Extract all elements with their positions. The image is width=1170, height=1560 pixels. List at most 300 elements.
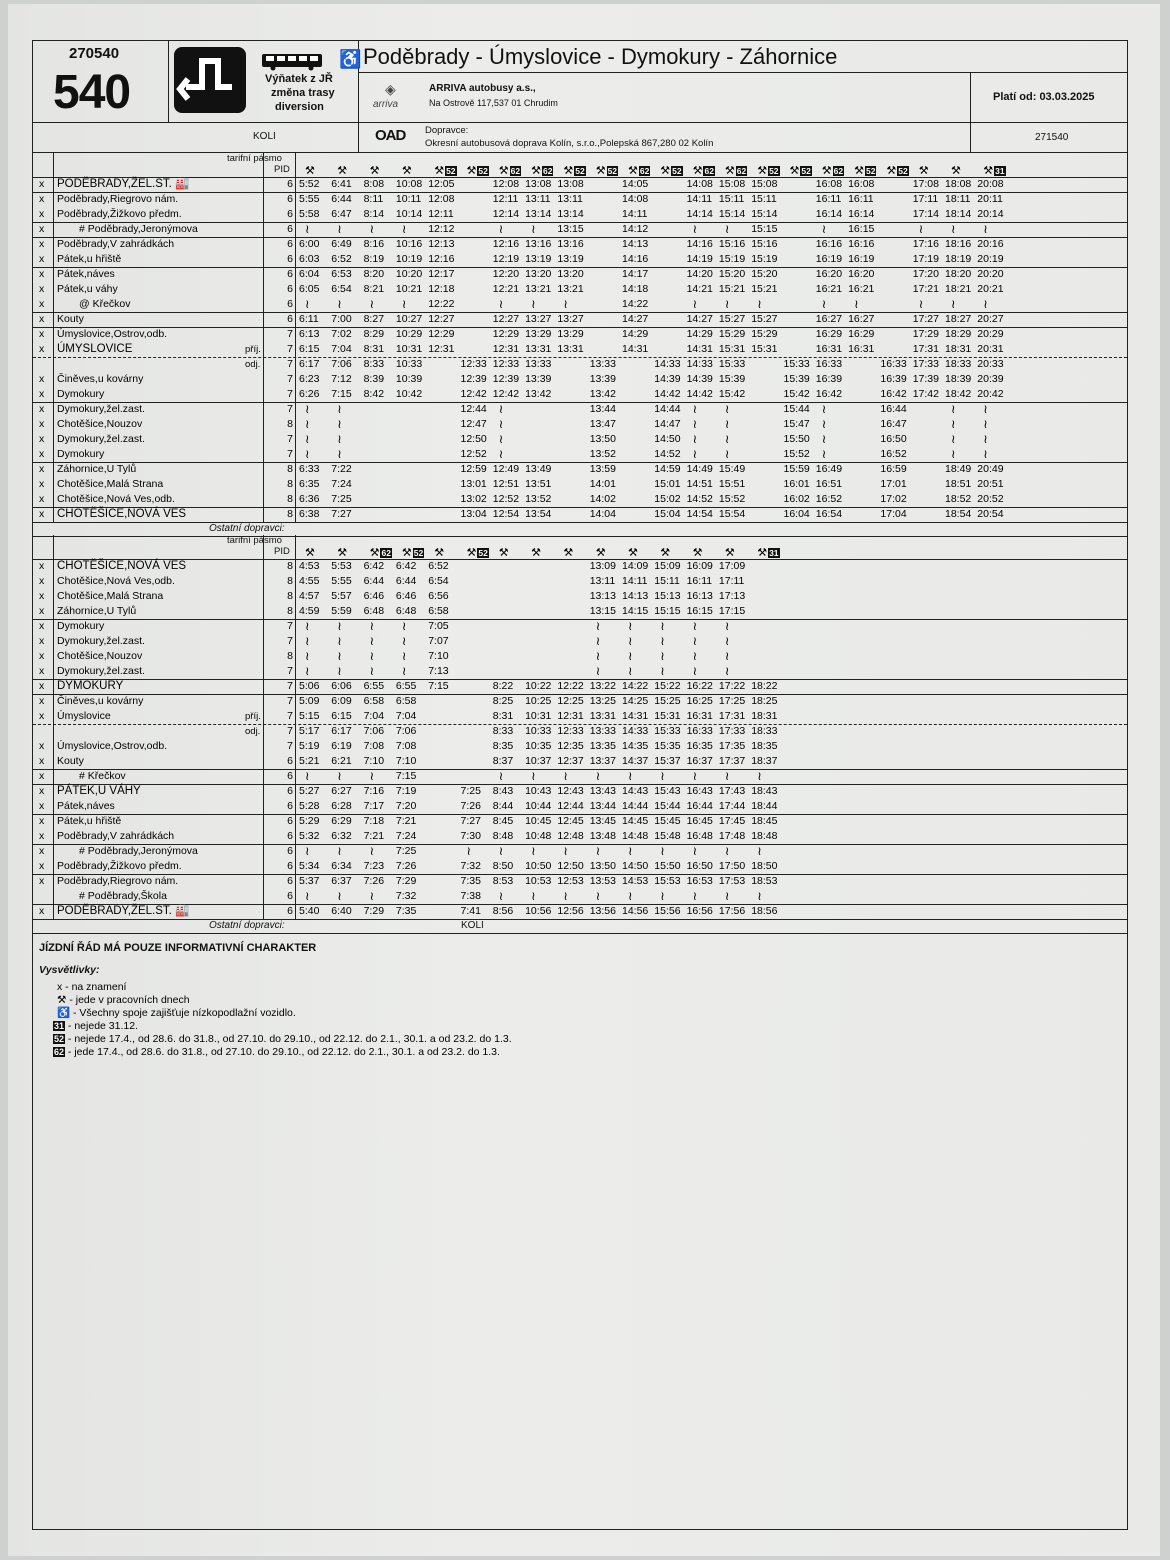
departure-time: 10:19 <box>395 253 423 265</box>
departure-time: 18:51 <box>945 478 972 490</box>
departure-time: 7:15 <box>428 680 449 692</box>
departure-time: 7:10 <box>395 755 417 767</box>
zone-number: 8 <box>287 560 293 572</box>
stop-name: Pátek,u hřiště <box>57 815 122 827</box>
departure-time: 15:27 <box>751 313 778 325</box>
departure-time: ≀ <box>692 432 698 446</box>
departure-time: 15:44 <box>654 800 681 812</box>
departure-time: 17:01 <box>880 478 907 490</box>
departure-time: 18:20 <box>945 268 972 280</box>
departure-time: ≀ <box>983 402 988 416</box>
departure-time: 14:31 <box>686 343 713 355</box>
departure-time: 16:51 <box>815 478 843 490</box>
departure-time: 16:19 <box>815 253 843 265</box>
table-row <box>33 829 1127 844</box>
departure-time: 6:00 <box>299 238 320 250</box>
departure-time: 16:08 <box>815 178 843 190</box>
departure-time: ≀ <box>401 634 407 648</box>
departure-time: 13:50 <box>589 860 616 872</box>
request-stop-mark: x <box>39 665 45 677</box>
departure-time: 5:37 <box>299 875 320 887</box>
departure-time: 16:39 <box>815 373 843 385</box>
request-stop-mark: x <box>39 508 45 520</box>
departure-time: ≀ <box>498 432 504 446</box>
operator2-box <box>359 123 971 153</box>
table-row <box>33 859 1127 874</box>
request-stop-mark: x <box>39 785 45 797</box>
departure-time: 8:16 <box>363 238 385 250</box>
trip-symbol-6: ⚒ <box>498 547 509 559</box>
request-stop-mark: x <box>39 620 45 632</box>
zone-number: 6 <box>287 905 293 917</box>
trip-symbol-11: ⚒ <box>660 547 671 559</box>
departure-time: 12:39 <box>492 373 520 385</box>
valid-from-box <box>971 73 1127 123</box>
departure-time: ≀ <box>337 664 342 678</box>
departure-time: 12:44 <box>557 800 584 812</box>
departure-time: 13:44 <box>589 403 616 415</box>
departure-time: 13:50 <box>589 433 616 445</box>
departure-time: ≀ <box>724 844 730 858</box>
legend-text: - Všechny spoje zajišťuje nízkopodlažní vozidlo. <box>70 1007 296 1019</box>
departure-time: 14:37 <box>622 755 649 767</box>
departure-time: 6:34 <box>331 860 352 872</box>
stop-name: Úmyslovice,Ostrov,odb. <box>57 740 168 752</box>
departure-time: ≀ <box>337 634 342 648</box>
departure-time: 6:05 <box>299 283 320 295</box>
departure-time: 18:44 <box>751 800 778 812</box>
departure-time: 10:21 <box>395 283 423 295</box>
departure-time: 14:19 <box>686 253 713 265</box>
stop-name: PODĚBRADY,ŽEL.ST. 🏭 <box>57 178 190 190</box>
request-stop-mark: x <box>39 650 45 662</box>
departure-time: 5:15 <box>299 710 320 722</box>
departure-time: 16:13 <box>686 590 713 602</box>
table-row <box>33 312 1127 327</box>
table-row <box>33 207 1127 222</box>
timetable-return <box>33 535 1127 933</box>
stop-name: CHOTĚŠICE,NOVÁ VES <box>57 508 187 520</box>
departure-time: 12:21 <box>492 283 520 295</box>
stop-name: Kouty <box>57 313 84 325</box>
departure-time: 16:15 <box>848 223 875 235</box>
departure-time: 5:55 <box>299 193 320 205</box>
zone-number: 8 <box>287 575 293 587</box>
departure-time: 7:35 <box>395 905 417 917</box>
departure-time: 16:04 <box>783 508 810 520</box>
legend-text: - nejede 31.12. <box>65 1020 138 1032</box>
arr-dep-label: odj. <box>245 359 261 370</box>
departure-time: 16:50 <box>686 860 713 872</box>
request-stop-mark: x <box>39 193 45 205</box>
departure-time: 16:33 <box>880 358 907 370</box>
departure-time: 15:33 <box>783 358 810 370</box>
request-stop-mark: x <box>39 283 45 295</box>
operator1-box <box>359 73 971 123</box>
departure-time: 6:04 <box>299 268 320 280</box>
departure-time: 15:42 <box>783 388 810 400</box>
tariff-zone-heading: tarifní pásmo <box>227 535 282 546</box>
departure-time: 17:22 <box>718 680 746 692</box>
stop-name: Poděbrady,Žižkovo předm. <box>57 208 182 220</box>
departure-time: 10:08 <box>395 178 423 190</box>
table-row <box>33 619 1127 634</box>
departure-time: 7:29 <box>395 875 417 887</box>
zone-number: 6 <box>287 298 293 310</box>
departure-time: 13:08 <box>525 178 552 190</box>
departure-time: 13:33 <box>525 358 552 370</box>
departure-time: 15:20 <box>718 268 746 280</box>
departure-time: 14:20 <box>686 268 713 280</box>
departure-time: 13:15 <box>589 605 616 617</box>
table-row <box>33 252 1127 267</box>
informative-notice: JÍZDNÍ ŘÁD MÁ POUZE INFORMATIVNÍ CHARAKTER <box>39 942 317 954</box>
departure-time: 10:33 <box>525 725 552 737</box>
departure-time: 13:39 <box>589 373 616 385</box>
legend-symbol: 62 <box>54 1047 65 1058</box>
departure-time: 10:22 <box>525 680 552 692</box>
departure-time: ≀ <box>337 402 342 416</box>
departure-time: ≀ <box>821 222 827 236</box>
departure-time: 12:49 <box>492 463 520 475</box>
departure-time: 16:44 <box>880 403 907 415</box>
request-stop-mark: x <box>39 208 45 220</box>
departure-time: 7:10 <box>363 755 385 767</box>
request-stop-mark: x <box>39 328 45 340</box>
departure-time: 10:39 <box>395 373 423 385</box>
departure-time: 13:59 <box>589 463 616 475</box>
request-stop-mark: x <box>39 875 45 887</box>
departure-time: 8:20 <box>363 268 385 280</box>
zone-number: 6 <box>287 890 293 902</box>
departure-time: 14:08 <box>622 193 649 205</box>
departure-time: 20:11 <box>977 193 1003 205</box>
departure-time: 16:31 <box>815 343 843 355</box>
departure-time: 16:43 <box>686 785 713 797</box>
departure-time: 12:48 <box>557 830 584 842</box>
departure-time: 16:14 <box>848 208 875 220</box>
departure-time: 15:51 <box>718 478 746 490</box>
zone-number: 7 <box>287 695 293 707</box>
departure-time: 13:31 <box>525 343 552 355</box>
table-row <box>33 417 1127 432</box>
zone-number: 6 <box>287 755 293 767</box>
departure-time: 12:29 <box>428 328 455 340</box>
departure-time: ≀ <box>595 844 601 858</box>
departure-time: 14:16 <box>622 253 649 265</box>
departure-time: 12:43 <box>557 785 584 797</box>
departure-time: 15:14 <box>751 208 778 220</box>
departure-time: 12:19 <box>492 253 520 265</box>
request-stop-mark: x <box>39 178 45 190</box>
departure-time: ≀ <box>305 619 310 633</box>
departure-time: 14:44 <box>654 403 681 415</box>
trip-symbol-5: ⚒ 52 <box>466 165 488 177</box>
wheelchair-icon: ♿ <box>339 49 362 69</box>
departure-time: 16:29 <box>815 328 843 340</box>
departure-time: ≀ <box>563 769 568 783</box>
departure-time: 7:22 <box>331 463 352 475</box>
table-row <box>33 192 1127 207</box>
legend-item <box>39 1046 500 1059</box>
departure-time: 17:15 <box>718 605 746 617</box>
departure-time: 13:16 <box>525 238 552 250</box>
request-stop-mark: x <box>39 463 45 475</box>
operator2-name: Okresní autobusová doprava Kolín, s.r.o.,Polepská 867,280 02 Kolín <box>425 138 714 149</box>
departure-time: 6:29 <box>331 815 352 827</box>
departure-time: 6:38 <box>299 508 320 520</box>
trip-symbol-7: ⚒ 62 <box>531 165 553 177</box>
table-row <box>33 814 1127 829</box>
departure-time: 14:12 <box>622 223 649 235</box>
departure-time: ≀ <box>563 297 568 311</box>
stop-name: Chotěšice,Malá Strana <box>57 478 164 490</box>
departure-time: 4:55 <box>299 575 320 587</box>
arriva-logo: arriva <box>373 99 399 110</box>
departure-time: ≀ <box>498 222 504 236</box>
departure-time: 17:08 <box>912 178 939 190</box>
zone-number: 6 <box>287 253 293 265</box>
zone-number: 6 <box>287 830 293 842</box>
departure-time: 20:54 <box>977 508 1004 520</box>
table-row <box>33 492 1127 507</box>
departure-time: 12:05 <box>428 178 455 190</box>
trip-symbol-1: ⚒ <box>337 547 348 559</box>
departure-time: 20:16 <box>977 238 1004 250</box>
departure-time: 7:05 <box>428 620 449 632</box>
departure-time: 7:21 <box>395 815 417 827</box>
departure-time: 13:44 <box>589 800 616 812</box>
departure-time: 15:52 <box>718 493 746 505</box>
departure-time: 7:04 <box>363 710 385 722</box>
request-stop-mark: x <box>39 755 45 767</box>
departure-time: 18:14 <box>945 208 972 220</box>
departure-time: 17:42 <box>912 388 939 400</box>
departure-time: ≀ <box>369 222 375 236</box>
departure-time: 16:21 <box>815 283 843 295</box>
departure-time: ≀ <box>724 222 730 236</box>
departure-time: 12:17 <box>428 268 455 280</box>
departure-time: 6:17 <box>331 725 352 737</box>
stop-name: Chotěšice,Nová Ves,odb. <box>57 493 175 505</box>
departure-time: 7:07 <box>428 635 449 647</box>
departure-time: 14:50 <box>622 860 649 872</box>
departure-time: 14:27 <box>686 313 713 325</box>
departure-time: 10:53 <box>525 875 552 887</box>
departure-time: 7:08 <box>363 740 385 752</box>
zone-number: 6 <box>287 223 293 235</box>
departure-time: 12:31 <box>557 710 584 722</box>
departure-time: 20:14 <box>977 208 1004 220</box>
stop-name: Dymokury,žel.zast. <box>57 433 145 445</box>
line-code2-box <box>971 123 1127 153</box>
departure-time: 7:26 <box>363 875 385 887</box>
departure-time: ≀ <box>757 889 762 903</box>
zone-number: 8 <box>287 650 293 662</box>
departure-time: 14:39 <box>654 373 681 385</box>
departure-time: 14:42 <box>686 388 713 400</box>
departure-time: 6:15 <box>331 710 352 722</box>
departure-time: 14:52 <box>654 448 681 460</box>
table-bottom-line <box>33 919 1127 920</box>
departure-time: 12:13 <box>428 238 455 250</box>
departure-time: 18:39 <box>945 373 972 385</box>
departure-time: ≀ <box>951 402 956 416</box>
zone-number: 6 <box>287 313 293 325</box>
table-row <box>33 342 1127 357</box>
departure-time: 16:31 <box>848 343 875 355</box>
departure-time: 7:13 <box>428 665 449 677</box>
zone-number: 7 <box>287 680 293 692</box>
departure-time: ≀ <box>498 417 504 431</box>
departure-time: 12:31 <box>428 343 455 355</box>
departure-time: 15:31 <box>751 343 778 355</box>
request-stop-mark: x <box>39 695 45 707</box>
departure-time: ≀ <box>628 844 633 858</box>
departure-time: 6:19 <box>331 740 352 752</box>
departure-time: ≀ <box>337 769 342 783</box>
departure-time: 18:22 <box>751 680 778 692</box>
departure-time: 16:19 <box>848 253 875 265</box>
departure-time: 6:41 <box>331 178 352 190</box>
departure-time: 7:41 <box>460 905 481 917</box>
request-stop-mark: x <box>39 680 45 692</box>
departure-time: ≀ <box>369 844 375 858</box>
request-stop-mark: x <box>39 433 45 445</box>
departure-time: ≀ <box>692 664 698 678</box>
departure-time: 8:31 <box>492 710 514 722</box>
line-number: 540 <box>53 66 131 119</box>
departure-time: ≀ <box>983 297 988 311</box>
pid-heading: PID <box>274 164 290 175</box>
departure-time: ≀ <box>692 402 698 416</box>
departure-time: 15:35 <box>654 740 681 752</box>
departure-time: 15:33 <box>654 725 681 737</box>
departure-time: 13:15 <box>557 223 584 235</box>
stop-name: Dymokury <box>57 620 105 632</box>
departure-time: 5:21 <box>299 755 320 767</box>
departure-time: ≀ <box>821 402 827 416</box>
table-row <box>33 477 1127 492</box>
departure-time: 13:53 <box>589 875 616 887</box>
departure-time: 7:27 <box>460 815 481 827</box>
table-row <box>33 874 1127 889</box>
trip-symbol-13: ⚒ <box>724 547 735 559</box>
table-row <box>33 649 1127 664</box>
departure-time: 14:33 <box>622 725 649 737</box>
departure-time: ≀ <box>337 417 342 431</box>
departure-time: 18:48 <box>751 830 778 842</box>
departure-time: 12:11 <box>428 208 454 220</box>
departure-time: 18:42 <box>945 388 972 400</box>
stop-name: @ Křečkov <box>79 298 131 310</box>
departure-time: 7:25 <box>460 785 481 797</box>
departure-time: 7:27 <box>331 508 352 520</box>
legend-item <box>39 1007 296 1020</box>
departure-time: ≀ <box>692 649 698 663</box>
departure-time: 17:02 <box>880 493 907 505</box>
departure-time: ≀ <box>821 417 827 431</box>
timetable-outbound <box>33 153 1127 535</box>
departure-time: 12:29 <box>492 328 520 340</box>
legend-symbol: x <box>57 981 63 993</box>
stop-name: Činěves,u kovárny <box>57 695 144 707</box>
departure-time: 16:29 <box>848 328 875 340</box>
route-title-box <box>359 41 1127 73</box>
departure-time: 12:51 <box>492 478 520 490</box>
table-row <box>33 237 1127 252</box>
zone-number: 7 <box>287 358 293 370</box>
departure-time: 16:50 <box>880 433 907 445</box>
arr-dep-label: odj. <box>245 726 261 737</box>
departure-time: 14:09 <box>622 560 649 572</box>
departure-time: 6:56 <box>428 590 449 602</box>
departure-time: 10:37 <box>525 755 552 767</box>
departure-time: 6:21 <box>331 755 352 767</box>
departure-time: 15:53 <box>654 875 681 887</box>
zone-number: 6 <box>287 785 293 797</box>
zone-system: KOLI <box>253 131 276 142</box>
departure-time: 7:16 <box>363 785 385 797</box>
departure-time: 15:08 <box>718 178 746 190</box>
line-code: 270540 <box>69 45 120 62</box>
departure-time: 17:13 <box>718 590 746 602</box>
departure-time: 17:43 <box>718 785 746 797</box>
departure-time: 8:31 <box>363 343 385 355</box>
departure-time: 16:47 <box>880 418 907 430</box>
departure-time: 17:09 <box>718 560 746 572</box>
legend-item <box>39 1020 138 1033</box>
departure-time: 14:51 <box>686 478 713 490</box>
departure-time: 6:55 <box>395 680 417 692</box>
other-carriers-label: Ostatní dopravci: <box>209 920 285 931</box>
table-end-line <box>33 933 1127 934</box>
departure-time: 12:31 <box>492 343 520 355</box>
legend-text: - jede 17.4., od 28.6. do 31.8., od 27.10. do 29.10., od 22.12. do 2.1., 30.1. a od 23.2. do 1.3. <box>65 1046 500 1058</box>
departure-time: ≀ <box>951 297 956 311</box>
departure-time: ≀ <box>692 844 698 858</box>
departure-time: 5:52 <box>299 178 320 190</box>
request-stop-mark: x <box>39 845 45 857</box>
departure-time: 16:11 <box>686 575 713 587</box>
trip-symbol-20: ⚒ <box>951 165 961 177</box>
departure-time: 12:27 <box>492 313 520 325</box>
table-row <box>33 447 1127 462</box>
table-row <box>33 559 1127 574</box>
trip-symbol-18: ⚒ 52 <box>886 165 908 177</box>
trip-symbol-6: ⚒ 62 <box>498 165 521 177</box>
departure-time: ≀ <box>466 844 471 858</box>
stop-name: Dymokury,žel.zast. <box>57 665 145 677</box>
stop-name: Dymokury,žel.zast. <box>57 403 145 415</box>
departure-time: ≀ <box>821 432 827 446</box>
table-row <box>33 589 1127 604</box>
departure-time: 20:49 <box>977 463 1004 475</box>
departure-time: 16:42 <box>815 388 843 400</box>
departure-time: ≀ <box>337 447 342 461</box>
zone-number: 6 <box>287 860 293 872</box>
departure-time: 4:59 <box>299 605 320 617</box>
departure-time: 13:11 <box>525 193 551 205</box>
departure-time: 6:13 <box>299 328 320 340</box>
departure-time: 15:29 <box>751 328 778 340</box>
departure-time: 16:11 <box>848 193 874 205</box>
departure-time: 17:21 <box>912 283 939 295</box>
departure-time: 6:27 <box>331 785 352 797</box>
departure-time: ≀ <box>983 432 988 446</box>
valid-from: Platí od: 03.03.2025 <box>993 91 1095 103</box>
departure-time: 7:24 <box>331 478 352 490</box>
